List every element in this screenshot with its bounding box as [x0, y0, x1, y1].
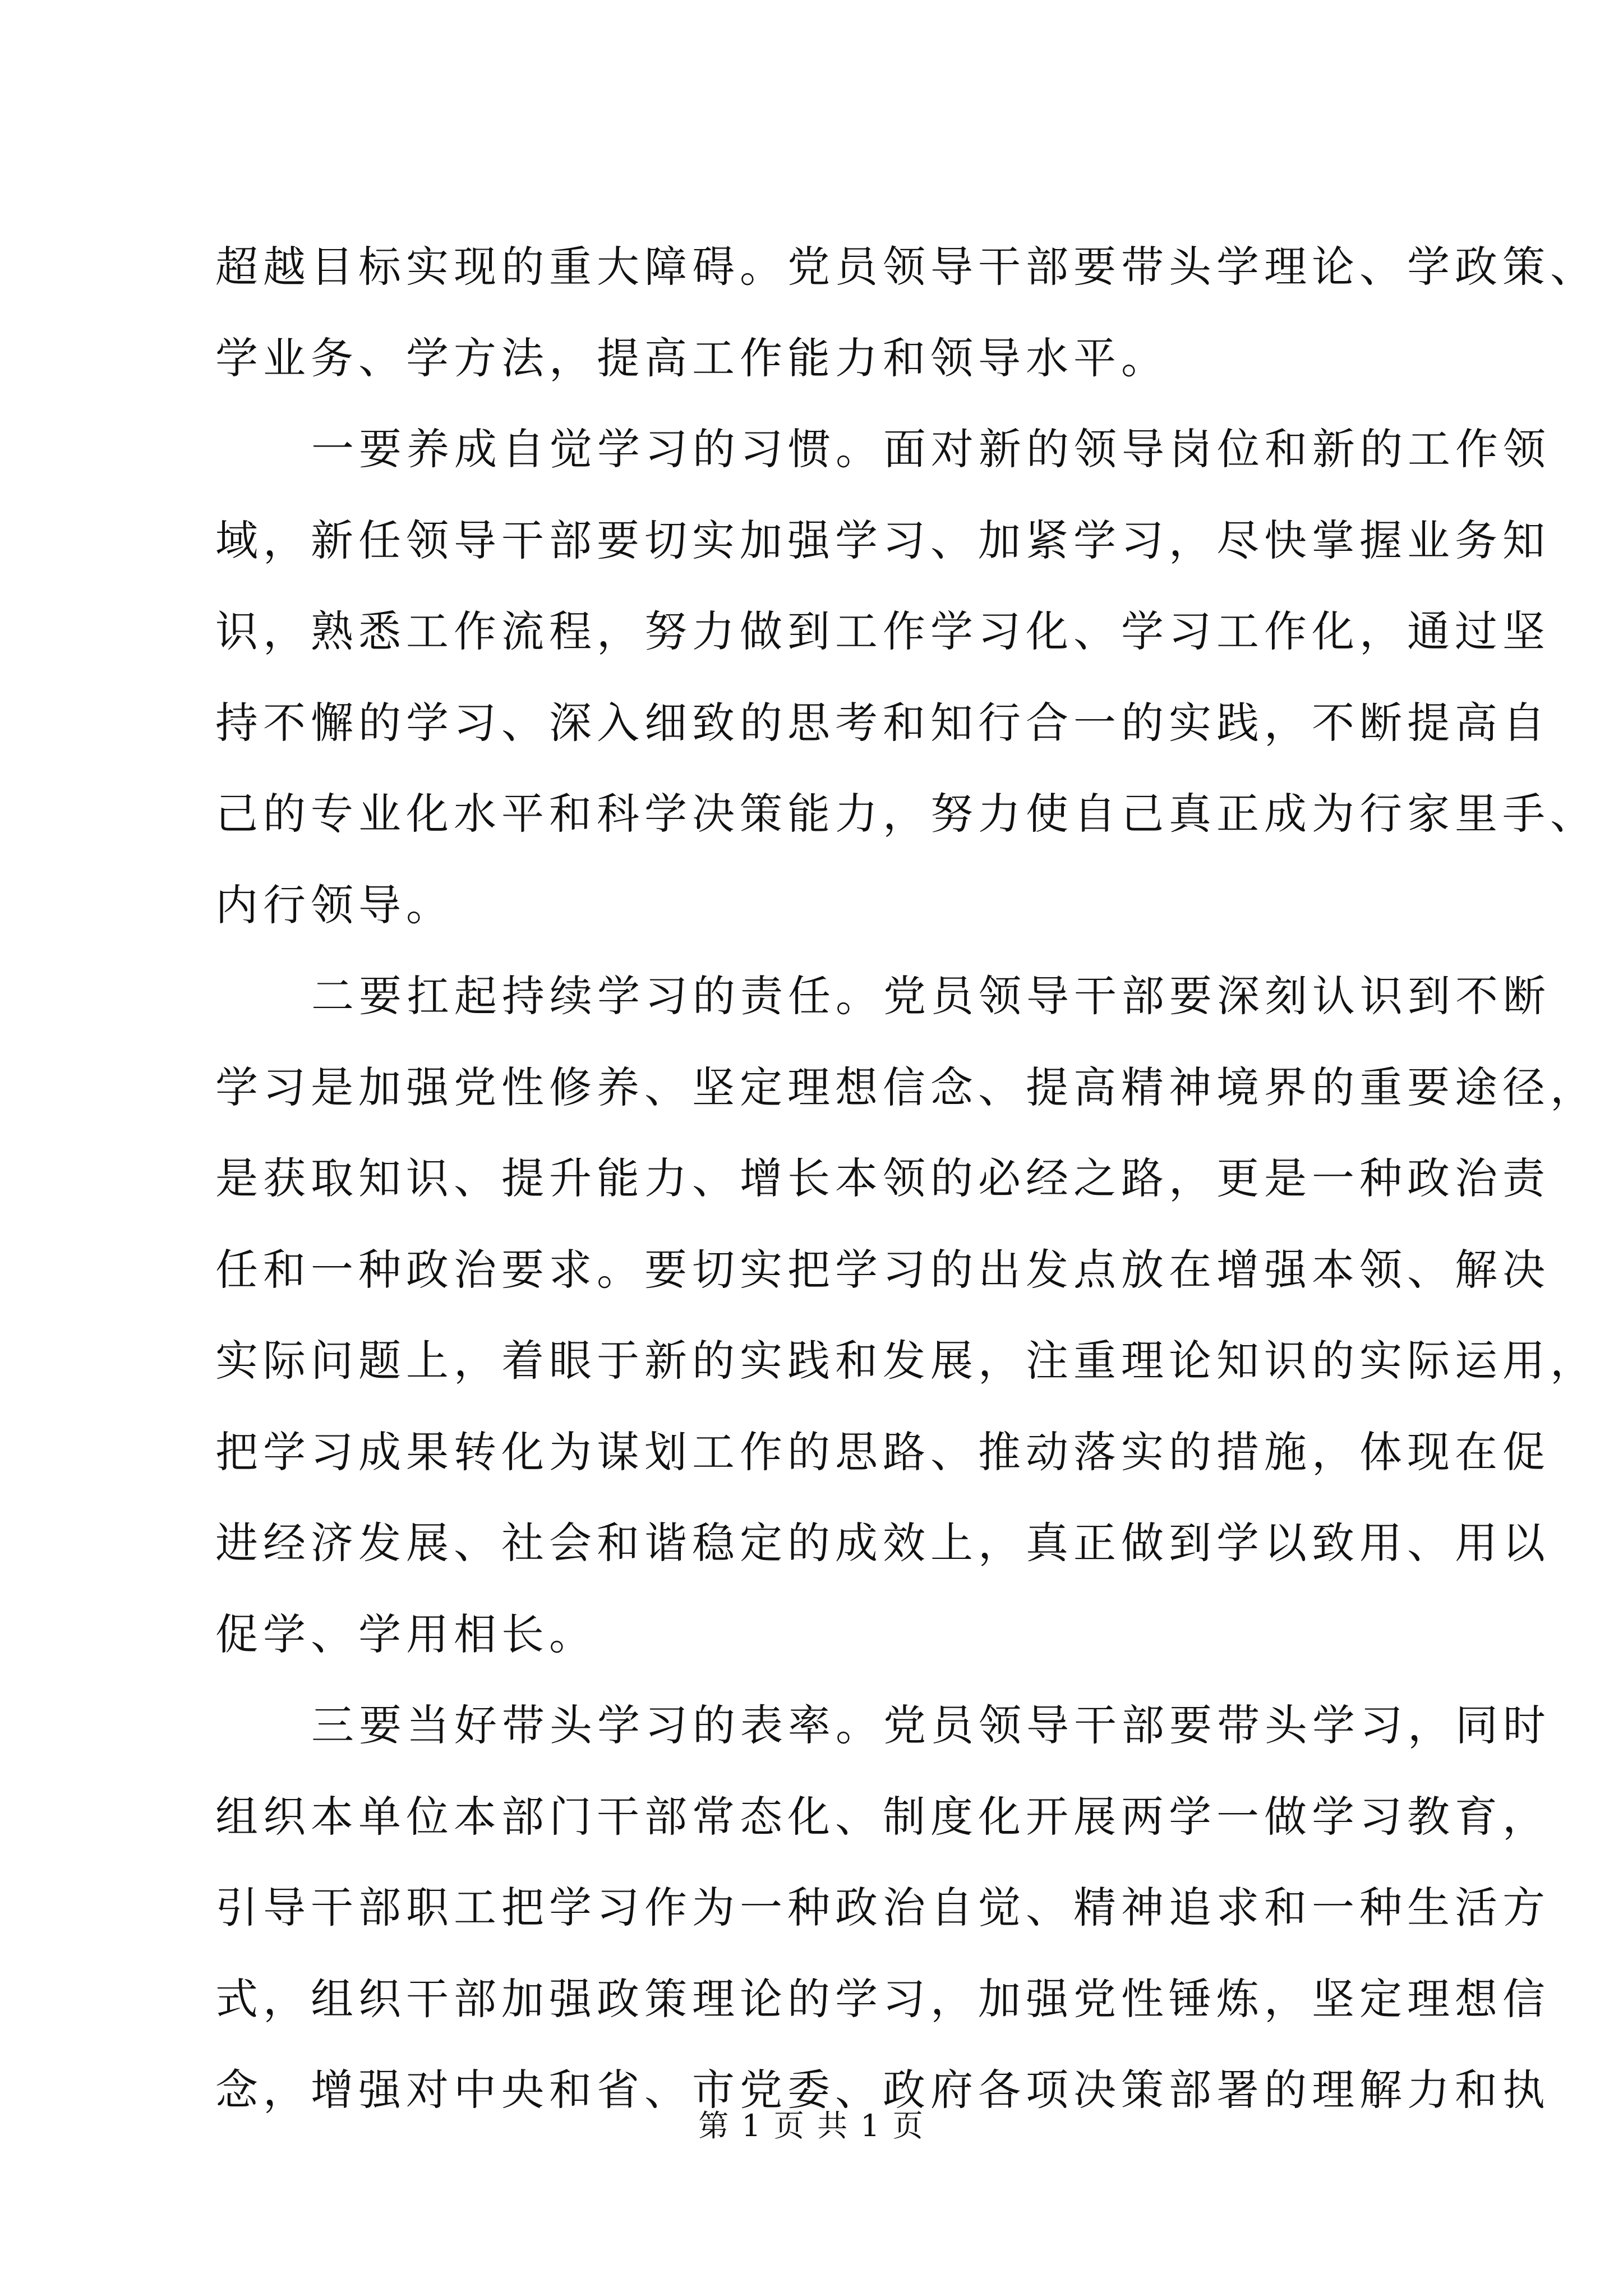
document-body	[215, 222, 1598, 2136]
text-line: 三要当好带头学习的表率。党员领导干部要带头学习，同时	[311, 1700, 1551, 1750]
paragraph-4	[215, 1680, 1551, 2136]
page-number-label: 第 1 页 共 1 页	[698, 2108, 925, 2143]
paragraph-2	[215, 404, 1598, 951]
text-line: 式，组织干部加强政策理论的学习，加强党性锤炼，坚定理想信	[215, 1973, 1550, 2024]
text-line: 促学、学用相长。	[215, 1609, 597, 1659]
text-line: 识，熟悉工作流程，努力做到工作学习化、学习工作化，通过坚	[215, 606, 1550, 656]
text-line: 把学习成果转化为谋划工作的思路、推动落实的措施，体现在促	[215, 1427, 1550, 1477]
text-line: 组织本单位本部门干部常态化、制度化开展两学一做学习教育，	[215, 1791, 1550, 1842]
text-line: 引导干部职工把学习作为一种政治自觉、精神追求和一种生活方	[215, 1883, 1550, 1932]
text-line: 二要扛起持续学习的责任。党员领导干部要深刻认识到不断	[311, 971, 1551, 1021]
text-line: 实际问题上，着眼于新的实践和发展，注重理论知识的实际运用，	[215, 1336, 1598, 1386]
text-line: 域，新任领导干部要切实加强学习、加紧学习，尽快掌握业务知	[215, 515, 1550, 565]
text-line: 内行领导。	[215, 880, 454, 930]
paragraph-1	[215, 222, 1598, 404]
text-line: 学习是加强党性修养、坚定理想信念、提高精神境界的重要途径，	[215, 1062, 1598, 1112]
text-line: 持不懈的学习、深入细致的思考和知行合一的实践，不断提高自	[215, 697, 1550, 748]
text-line: 进经济发展、社会和谐稳定的成效上，真正做到学以致用、用以	[215, 1518, 1550, 1568]
text-line: 学业务、学方法，提高工作能力和领导水平。	[215, 333, 1169, 383]
text-line: 念，增强对中央和省、市党委、政府各项决策部署的理解力和执	[215, 2065, 1550, 2115]
text-line: 超越目标实现的重大障碍。党员领导干部要带头学理论、学政策、	[215, 242, 1598, 292]
text-line: 己的专业化水平和科学决策能力，努力使自己真正成为行家里手、	[215, 789, 1598, 839]
page-footer	[0, 2106, 1623, 2146]
text-line: 任和一种政治要求。要切实把学习的出发点放在增强本领、解决	[215, 1244, 1550, 1295]
text-line: 一要养成自觉学习的习惯。面对新的领导岗位和新的工作领	[311, 424, 1551, 474]
text-line: 是获取知识、提升能力、增长本领的必经之路，更是一种政治责	[215, 1153, 1550, 1203]
paragraph-3	[215, 951, 1598, 1680]
